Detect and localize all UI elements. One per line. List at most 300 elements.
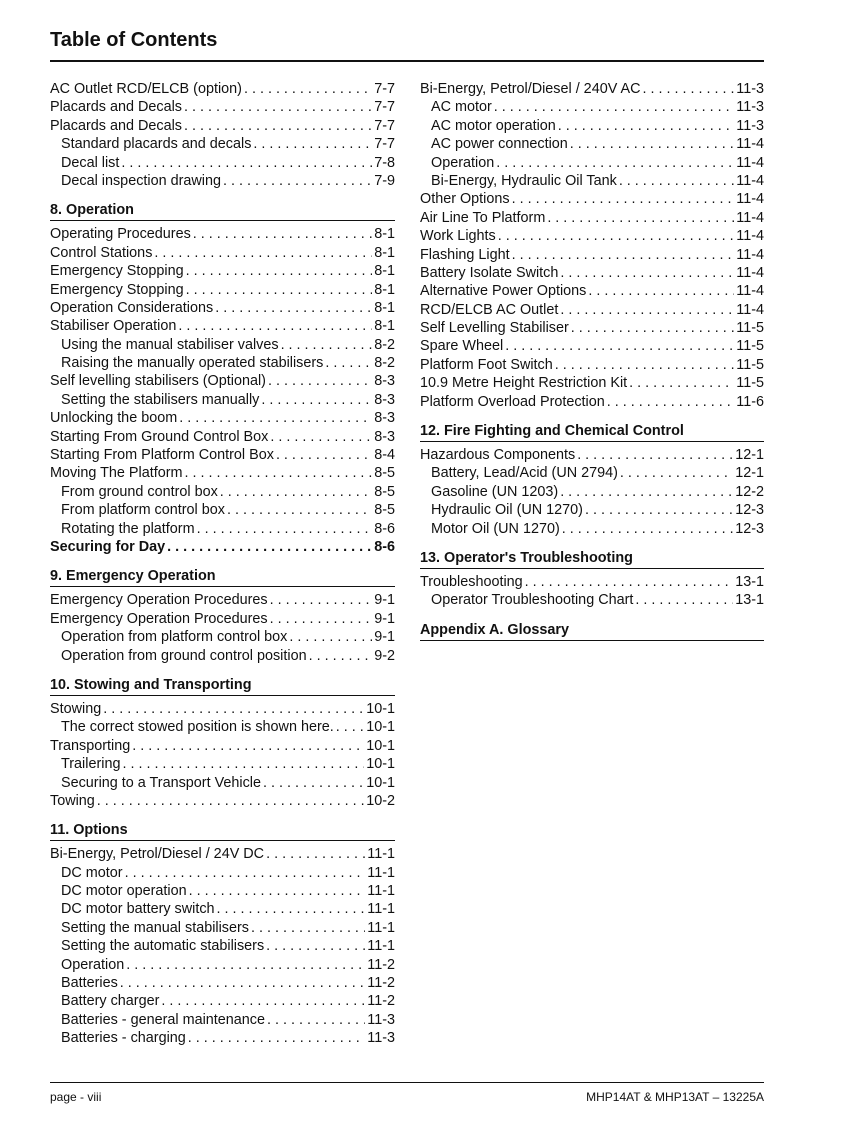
dot-leader: [227, 501, 372, 519]
toc-entry-title: Trailering: [61, 756, 121, 773]
toc-entry[interactable]: [50, 354, 395, 372]
dot-leader: [555, 356, 735, 374]
toc-entry-title: Gasoline (UN 1203): [431, 483, 559, 500]
toc-section: [420, 549, 764, 610]
toc-section: [50, 201, 395, 556]
toc-entry-title: Securing for Day: [50, 538, 166, 555]
toc-entry[interactable]: [50, 882, 395, 900]
toc-entry-page: 8-1: [374, 244, 395, 261]
toc-entry-title: DC motor battery switch: [61, 901, 215, 918]
dot-leader: [629, 374, 734, 392]
toc-entry[interactable]: [50, 755, 395, 773]
toc-entry-page: 11-1: [367, 883, 395, 900]
toc-entry-title: Moving The Platform: [50, 465, 183, 482]
dot-leader: [635, 591, 733, 609]
dot-leader: [588, 282, 734, 300]
dot-leader: [122, 755, 364, 773]
toc-entry-title: Battery, Lead/Acid (UN 2794): [431, 465, 618, 482]
toc-entry-page: 7-7: [374, 117, 395, 134]
toc-entry-page: 7-9: [374, 172, 395, 189]
toc-entry-title: Decal list: [61, 154, 120, 171]
dot-leader: [244, 80, 372, 98]
toc-entry[interactable]: [50, 628, 395, 646]
toc-entry[interactable]: [420, 464, 764, 482]
dot-leader: [607, 393, 735, 411]
dot-leader: [253, 135, 372, 153]
toc-entry-title: Motor Oil (UN 1270): [431, 520, 560, 537]
toc-entry-title: Work Lights: [420, 228, 496, 245]
toc-entry-title: Rotating the platform: [61, 520, 195, 537]
toc-entry[interactable]: [50, 538, 395, 556]
toc-entry[interactable]: [420, 154, 764, 172]
toc-entry[interactable]: [50, 317, 395, 335]
dot-leader: [570, 135, 734, 153]
toc-entry-title: From platform control box: [61, 502, 225, 519]
toc-entry-title: Emergency Stopping: [50, 263, 184, 280]
toc-entry-page: 11-4: [736, 301, 764, 318]
toc-entry-page: 11-6: [736, 393, 764, 410]
toc-entry-page: 11-2: [367, 956, 395, 973]
toc-entry-title: Emergency Stopping: [50, 281, 184, 298]
toc-entry-title: Stabiliser Operation: [50, 318, 177, 335]
toc-entry[interactable]: [50, 1029, 395, 1047]
dot-leader: [560, 483, 733, 501]
toc-entry-title: Setting the stabilisers manually: [61, 391, 260, 408]
toc-entry[interactable]: [420, 301, 764, 319]
toc-entry-title: Hazardous Components: [420, 447, 576, 464]
dot-leader: [270, 591, 373, 609]
toc-entry-title: Operation from ground control position: [61, 647, 307, 664]
page-title: Table of Contents: [50, 29, 218, 51]
section-heading[interactable]: Appendix A. Glossary: [420, 621, 764, 641]
toc-entry[interactable]: [50, 1011, 395, 1029]
toc-entry-title: Bi-Energy, Petrol/Diesel / 240V AC: [420, 81, 641, 97]
toc-entry-page: 8-1: [374, 263, 395, 280]
page-number: page - viii: [50, 1090, 102, 1104]
toc-entry-page: 8-6: [374, 520, 395, 537]
toc-entry-title: Transporting: [50, 737, 131, 754]
toc-entry-page: 11-3: [736, 117, 764, 134]
toc-entry[interactable]: [420, 209, 764, 227]
toc-entry[interactable]: [420, 80, 764, 98]
toc-entry-title: Flashing Light: [420, 246, 510, 263]
toc-entry-page: 11-5: [736, 338, 764, 355]
dot-leader: [154, 244, 372, 262]
dot-leader: [496, 154, 734, 172]
toc-entry[interactable]: [50, 172, 395, 190]
dot-leader: [179, 409, 372, 427]
toc-right-column: [420, 80, 764, 645]
toc-entry[interactable]: [50, 281, 395, 299]
toc-entry[interactable]: [50, 845, 395, 863]
toc-entry[interactable]: [50, 900, 395, 918]
toc-entry-title: Raising the manually operated stabilisers: [61, 355, 324, 372]
toc-entry-page: 8-5: [374, 483, 395, 500]
toc-entry-title: Standard placards and decals: [61, 136, 252, 153]
dot-leader: [270, 610, 373, 628]
toc-entry[interactable]: [420, 356, 764, 374]
toc-entry-page: 8-2: [374, 336, 395, 353]
toc-entry-page: 10-1: [366, 774, 395, 791]
dot-leader: [289, 628, 372, 646]
toc-entry-page: 7-7: [374, 136, 395, 153]
toc-entry-page: 9-1: [374, 629, 395, 646]
toc-entry[interactable]: [50, 80, 395, 98]
toc-entry[interactable]: [420, 573, 764, 591]
toc-entry-title: Securing to a Transport Vehicle: [61, 774, 261, 791]
toc-entry-title: Batteries: [61, 975, 118, 992]
dot-leader: [186, 262, 373, 280]
toc-entry[interactable]: [420, 337, 764, 355]
toc-entry-page: 11-3: [367, 1030, 395, 1047]
toc-entry[interactable]: [420, 135, 764, 153]
dot-leader: [512, 246, 735, 264]
toc-entry[interactable]: [420, 319, 764, 337]
dot-leader: [325, 354, 372, 372]
dot-leader: [619, 172, 734, 190]
toc-entry-title: Towing: [50, 792, 95, 809]
toc-entry[interactable]: [50, 483, 395, 501]
toc-entry[interactable]: [50, 956, 395, 974]
toc-entry[interactable]: [50, 737, 395, 755]
toc-entry[interactable]: [50, 718, 395, 736]
toc-entry[interactable]: [420, 227, 764, 245]
toc-entry-page: 11-1: [367, 938, 395, 955]
toc-entry-page: 11-3: [736, 81, 764, 97]
toc-entry-title: Operation from platform control box: [61, 629, 288, 646]
toc-entry[interactable]: [420, 264, 764, 282]
dot-leader: [217, 900, 366, 918]
toc-entry-title: RCD/ELCB AC Outlet: [420, 301, 559, 318]
toc-entry-page: 10-1: [366, 756, 395, 773]
toc-entry-page: 8-3: [374, 373, 395, 390]
dot-leader: [336, 718, 364, 736]
toc-entry[interactable]: [50, 774, 395, 792]
dot-leader: [620, 464, 733, 482]
toc-entry-page: 7-7: [374, 81, 395, 97]
toc-entry-page: 8-1: [374, 281, 395, 298]
toc-entry[interactable]: [50, 864, 395, 882]
toc-entry-title: Setting the manual stabilisers: [61, 919, 249, 936]
toc-entry-title: AC Outlet RCD/ELCB (option): [50, 81, 242, 97]
toc-entry-page: 11-3: [367, 1011, 395, 1028]
toc-entry-title: Operator Troubleshooting Chart: [431, 592, 634, 609]
toc-entry[interactable]: [50, 700, 395, 718]
section-heading[interactable]: 9. Emergency Operation: [50, 567, 395, 587]
dot-leader: [281, 336, 373, 354]
toc-entry-title: Troubleshooting: [420, 573, 523, 590]
toc-entry[interactable]: [50, 409, 395, 427]
toc-entry-page: 10-1: [366, 719, 395, 736]
toc-entry-page: 10-2: [366, 792, 395, 809]
toc-entry-page: 12-3: [735, 502, 764, 519]
toc-entry-title: Operation: [431, 154, 495, 171]
toc-entry-page: 8-2: [374, 355, 395, 372]
toc-entry-page: 9-2: [374, 647, 395, 664]
toc-entry-title: Batteries - general maintenance: [61, 1011, 265, 1028]
toc-entry[interactable]: [50, 117, 395, 135]
dot-leader: [103, 700, 364, 718]
dot-leader: [270, 428, 372, 446]
toc-entry-page: 11-4: [736, 136, 764, 153]
toc-entry-title: Emergency Operation Procedures: [50, 610, 268, 627]
toc-entry-title: Bi-Energy, Petrol/Diesel / 24V DC: [50, 846, 265, 863]
toc-entry[interactable]: [420, 393, 764, 411]
toc-entry[interactable]: [50, 262, 395, 280]
toc-entry-page: 11-2: [367, 975, 395, 992]
footer-rule: [50, 1082, 764, 1083]
dot-leader: [178, 317, 372, 335]
toc-entry-title: Air Line To Platform: [420, 209, 546, 226]
toc-entry-title: Using the manual stabiliser valves: [61, 336, 279, 353]
toc-entry-page: 11-5: [736, 320, 764, 337]
toc-entry[interactable]: [50, 336, 395, 354]
dot-leader: [126, 956, 365, 974]
dot-leader: [643, 80, 735, 98]
toc-entry[interactable]: [420, 483, 764, 501]
dot-leader: [560, 301, 734, 319]
toc-entry[interactable]: [50, 154, 395, 172]
dot-leader: [512, 190, 735, 208]
toc-entry-title: Placards and Decals: [50, 99, 182, 116]
dot-leader: [577, 446, 733, 464]
toc-entry-page: 11-4: [736, 154, 764, 171]
toc-entry[interactable]: [50, 464, 395, 482]
toc-entry-page: 11-4: [736, 209, 764, 226]
toc-entry-title: Starting From Platform Control Box: [50, 447, 274, 464]
dot-leader: [558, 117, 734, 135]
dot-leader: [197, 520, 373, 538]
toc-entry-title: Battery Isolate Switch: [420, 264, 559, 281]
dot-leader: [184, 117, 372, 135]
toc-entry-page: 12-1: [735, 447, 764, 464]
toc-entry[interactable]: [50, 591, 395, 609]
toc-entry[interactable]: [50, 610, 395, 628]
dot-leader: [161, 992, 365, 1010]
dot-leader: [266, 937, 365, 955]
toc-entry-page: 12-3: [735, 520, 764, 537]
toc-entry-page: 7-7: [374, 99, 395, 116]
dot-leader: [120, 974, 365, 992]
toc-entry-title: Platform Foot Switch: [420, 356, 553, 373]
toc-entry-page: 11-5: [736, 375, 764, 392]
dot-leader: [498, 227, 735, 245]
toc-entry[interactable]: [50, 135, 395, 153]
dot-leader: [121, 154, 372, 172]
section-heading[interactable]: 12. Fire Fighting and Chemical Control: [420, 422, 764, 442]
toc-entry-page: 11-1: [367, 864, 395, 881]
toc-entry-title: Other Options: [420, 191, 510, 208]
dot-leader: [193, 225, 372, 243]
dot-leader: [220, 483, 372, 501]
toc-entry-page: 9-1: [374, 610, 395, 627]
dot-leader: [276, 446, 372, 464]
toc-entry-title: Setting the automatic stabilisers: [61, 938, 265, 955]
toc-entry[interactable]: [420, 190, 764, 208]
toc-entry-title: AC motor: [431, 99, 492, 116]
toc-entry-page: 13-1: [735, 573, 764, 590]
toc-entry-page: 8-4: [374, 447, 395, 464]
toc-entry-page: 8-3: [374, 428, 395, 445]
toc-entry-title: DC motor: [61, 864, 123, 881]
toc-entry-page: 12-2: [735, 483, 764, 500]
toc-entry[interactable]: [420, 374, 764, 392]
toc-entry-page: 11-5: [736, 356, 764, 373]
dot-leader: [585, 501, 733, 519]
toc-entry-page: 9-1: [374, 592, 395, 609]
toc-entry[interactable]: [50, 372, 395, 390]
dot-leader: [309, 647, 373, 665]
dot-leader: [263, 774, 364, 792]
dot-leader: [125, 864, 366, 882]
toc-entry-page: 8-6: [374, 538, 395, 555]
toc-entry-title: Stowing: [50, 700, 102, 717]
toc-entry-page: 13-1: [735, 592, 764, 609]
toc-entry-title: Emergency Operation Procedures: [50, 592, 268, 609]
document-id: MHP14AT & MHP13AT – 13225A: [586, 1090, 764, 1104]
toc-entry-title: Spare Wheel: [420, 338, 504, 355]
toc-entry-page: 10-1: [366, 737, 395, 754]
dot-leader: [571, 319, 734, 337]
toc-entry-page: 11-3: [736, 99, 764, 116]
toc-entry-page: 10-1: [366, 700, 395, 717]
section-heading[interactable]: 8. Operation: [50, 201, 395, 221]
dot-leader: [268, 372, 372, 390]
toc-entry-title: Battery charger: [61, 993, 160, 1010]
toc-entry-title: Self Levelling Stabiliser: [420, 320, 569, 337]
toc-entry-page: 8-3: [374, 391, 395, 408]
toc-section: [50, 676, 395, 810]
toc-entry[interactable]: [50, 974, 395, 992]
toc-entry[interactable]: [420, 520, 764, 538]
toc-entry-page: 8-3: [374, 410, 395, 427]
toc-entry-title: Bi-Energy, Hydraulic Oil Tank: [431, 172, 617, 189]
toc-entry[interactable]: [50, 937, 395, 955]
toc-entry-page: 11-1: [367, 901, 395, 918]
toc-entry-page: 11-1: [367, 846, 395, 863]
toc-entry[interactable]: [50, 299, 395, 317]
toc-entry-page: 11-4: [736, 191, 764, 208]
toc-section: [50, 567, 395, 665]
toc-section: [420, 621, 764, 641]
toc-entry-title: Operation: [61, 956, 125, 973]
toc-entry[interactable]: [420, 246, 764, 264]
toc-entry-page: 11-4: [736, 283, 764, 300]
toc-entry[interactable]: [50, 391, 395, 409]
section-heading[interactable]: 10. Stowing and Transporting: [50, 676, 395, 696]
toc-entry[interactable]: [420, 501, 764, 519]
toc-entry[interactable]: [420, 172, 764, 190]
toc-entry[interactable]: [420, 117, 764, 135]
toc-entry-title: Decal inspection drawing: [61, 172, 221, 189]
toc-entry-title: Control Stations: [50, 244, 153, 261]
toc-entry-title: The correct stowed position is shown here.: [61, 719, 334, 736]
toc-entry-page: 11-4: [736, 228, 764, 245]
toc-entry-title: DC motor operation: [61, 883, 187, 900]
toc-entry[interactable]: [420, 446, 764, 464]
toc-entry-title: 10.9 Metre Height Restriction Kit: [420, 375, 628, 392]
dot-leader: [525, 573, 734, 591]
toc-entry[interactable]: [50, 647, 395, 665]
section-heading[interactable]: 13. Operator's Troubleshooting: [420, 549, 764, 569]
toc-entry[interactable]: [50, 501, 395, 519]
toc-entry-page: 7-8: [374, 154, 395, 171]
toc-entry-title: Unlocking the boom: [50, 410, 178, 427]
dot-leader: [494, 98, 734, 116]
dot-leader: [547, 209, 734, 227]
dot-leader: [184, 98, 372, 116]
dot-leader: [167, 538, 372, 556]
toc-entry-title: From ground control box: [61, 483, 218, 500]
dot-leader: [261, 391, 372, 409]
toc-entry-title: AC motor operation: [431, 117, 556, 134]
toc-entry-title: AC power connection: [431, 136, 568, 153]
toc-entry-page: 11-1: [367, 919, 395, 936]
dot-leader: [267, 1011, 365, 1029]
toc-entry[interactable]: [50, 992, 395, 1010]
toc-section: [50, 821, 395, 1047]
toc-entry[interactable]: [50, 428, 395, 446]
dot-leader: [97, 792, 364, 810]
toc-entry-page: 11-4: [736, 246, 764, 263]
toc-entry-page: 8-5: [374, 502, 395, 519]
toc-entry-title: Placards and Decals: [50, 117, 182, 134]
toc-entry-title: Batteries - charging: [61, 1030, 186, 1047]
toc-entry[interactable]: [420, 591, 764, 609]
toc-entry-title: Operation Considerations: [50, 299, 214, 316]
toc-entry[interactable]: [50, 98, 395, 116]
dot-leader: [223, 172, 372, 190]
dot-leader: [189, 882, 366, 900]
toc-entry-title: Hydraulic Oil (UN 1270): [431, 502, 583, 519]
dot-leader: [132, 737, 364, 755]
toc-entry-title: Alternative Power Options: [420, 283, 587, 300]
dot-leader: [560, 264, 734, 282]
dot-leader: [185, 464, 373, 482]
toc-entry-page: 8-1: [374, 318, 395, 335]
toc-entry-title: Starting From Ground Control Box: [50, 428, 269, 445]
toc-section: [420, 422, 764, 538]
toc-entry[interactable]: [50, 919, 395, 937]
toc-entry-title: Platform Overload Protection: [420, 393, 605, 410]
dot-leader: [562, 520, 733, 538]
dot-leader: [188, 1029, 365, 1047]
dot-leader: [266, 845, 365, 863]
toc-entry[interactable]: [420, 282, 764, 300]
toc-entry-page: 8-1: [374, 226, 395, 243]
section-heading[interactable]: 11. Options: [50, 821, 395, 841]
dot-leader: [186, 281, 373, 299]
toc-entry-title: Operating Procedures: [50, 226, 191, 243]
toc-entry[interactable]: [50, 225, 395, 243]
dot-leader: [505, 337, 734, 355]
toc-entry-page: 8-1: [374, 299, 395, 316]
toc-entry[interactable]: [50, 520, 395, 538]
toc-entry-page: 11-4: [736, 264, 764, 281]
toc-entry-title: Self levelling stabilisers (Optional): [50, 373, 266, 390]
dot-leader: [251, 919, 365, 937]
toc-left-column: [50, 80, 395, 1048]
toc-entry[interactable]: [50, 446, 395, 464]
toc-entry-page: 12-1: [735, 465, 764, 482]
toc-entry[interactable]: [420, 98, 764, 116]
toc-entry-page: 11-2: [367, 993, 395, 1010]
toc-entry-page: 8-5: [374, 465, 395, 482]
toc-entry-page: 11-4: [736, 172, 764, 189]
toc-entry[interactable]: [50, 244, 395, 262]
title-rule: [50, 60, 764, 62]
toc-entry[interactable]: [50, 792, 395, 810]
